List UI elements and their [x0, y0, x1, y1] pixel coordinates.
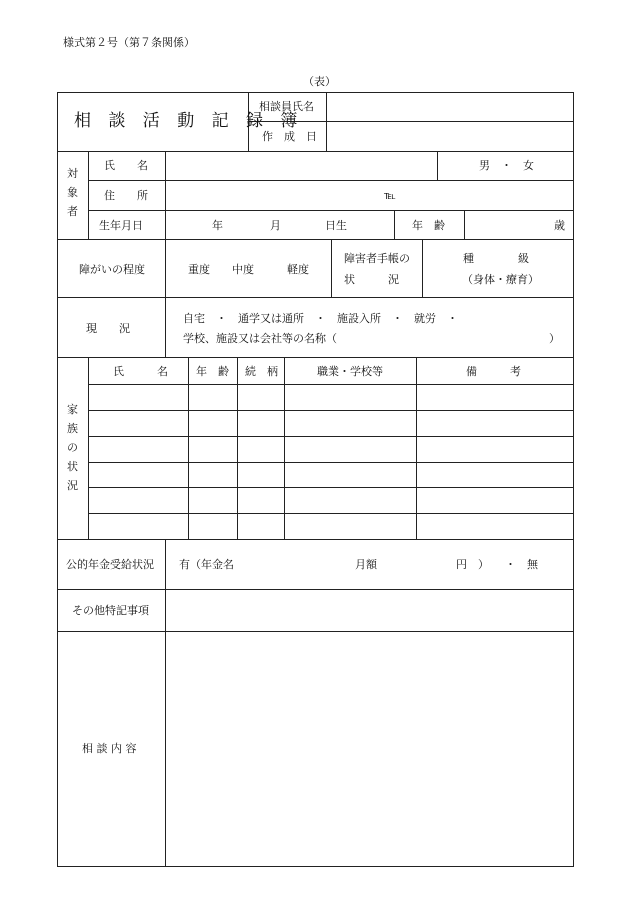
pension-none-option[interactable]: ・ 無	[505, 558, 538, 571]
handbook-label-line1: 障害者手帳の	[344, 252, 410, 265]
handbook-type-options[interactable]: （身体・療育）	[462, 273, 539, 286]
birth-month-unit: 月	[270, 219, 281, 232]
handbook-label-line2: 状 況	[344, 273, 399, 286]
pension-name-label: 有（年金名	[179, 558, 234, 571]
institution-name-label: 学校、施設又は会社等の名称（	[183, 332, 337, 345]
institution-name-close: ）	[549, 332, 560, 345]
pension-monthly-label: 月額	[355, 558, 377, 571]
age-label: 年 齢	[412, 219, 445, 232]
age-unit: 歳	[554, 219, 565, 232]
pension-yen-unit: 円 ）	[456, 558, 489, 571]
side-label: （表）	[303, 75, 336, 88]
page-title: 相 談 活 動 記 録 簿	[74, 111, 304, 131]
pension-amount-field[interactable]	[385, 548, 450, 578]
gender-options[interactable]: 男 ・ 女	[479, 159, 534, 172]
form-label: 様式第２号（第７条関係）	[63, 36, 195, 49]
consultation-content-label: 相 談 内 容	[82, 742, 137, 755]
family-header-remarks: 備 考	[466, 365, 521, 378]
name-field[interactable]	[166, 152, 436, 179]
other-notes-field[interactable]	[166, 590, 572, 630]
birth-year-unit: 年	[212, 219, 223, 232]
pension-name-field[interactable]	[240, 548, 350, 578]
family-header-occupation: 職業・学校等	[317, 365, 383, 378]
address-label: 住 所	[104, 189, 148, 202]
institution-name-field[interactable]	[345, 330, 545, 346]
family-section-label: 家 族 の 状 況	[67, 403, 78, 492]
created-date-label: 作 成 日	[262, 130, 317, 143]
created-date-field[interactable]	[327, 122, 572, 150]
current-status-options[interactable]: 自宅 ・ 通学又は通所 ・ 施設入所 ・ 就労 ・	[183, 312, 458, 325]
pension-label: 公的年金受給状況	[66, 558, 154, 571]
family-header-age: 年 齢	[196, 365, 229, 378]
current-status-label: 現 況	[86, 322, 130, 335]
birth-day-unit: 日生	[325, 219, 347, 232]
name-label: 氏 名	[104, 159, 148, 172]
birthdate-label: 生年月日	[99, 219, 143, 232]
counselor-name-field[interactable]	[327, 93, 572, 120]
family-header-relation: 続 柄	[245, 365, 278, 378]
subject-section-label: 対 象 者	[67, 167, 78, 218]
disability-level-label: 障がいの程度	[79, 263, 145, 276]
family-header-name: 氏 名	[113, 365, 168, 378]
consultation-content-field[interactable]	[166, 632, 572, 866]
other-notes-label: その他特記事項	[72, 604, 149, 617]
handbook-type-grade: 種 級	[463, 252, 529, 265]
counselor-name-label: 相談員氏名	[259, 100, 314, 113]
tel-field[interactable]	[400, 181, 572, 209]
address-field[interactable]	[166, 181, 366, 209]
disability-level-options[interactable]: 重度 中度 軽度	[188, 263, 309, 276]
tel-label: ℡	[384, 189, 396, 202]
